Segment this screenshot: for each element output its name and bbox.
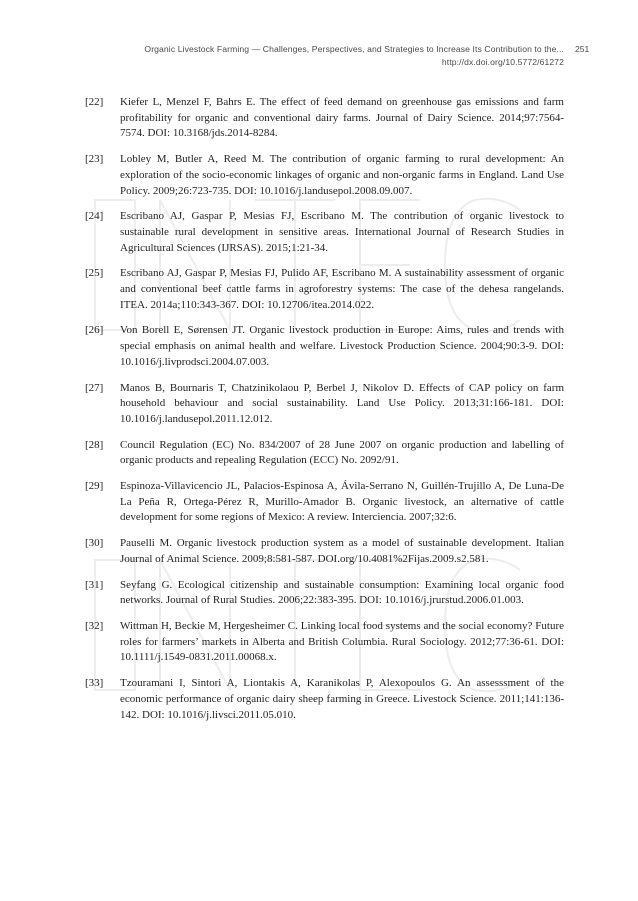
reference-item <box>85 266 564 313</box>
reference-number: [33] <box>85 677 104 690</box>
reference-text: Council Regulation (EC) No. 834/2007 of 28 June 2007 on organic production and labelling of organic products and repealing Regulation (ECC) No. 2092/91. <box>120 438 564 467</box>
reference-number: [28] <box>85 438 104 451</box>
doi-link[interactable]: http://dx.doi.org/10.5772/61272 <box>441 57 564 67</box>
reference-item <box>85 381 564 428</box>
reference-item <box>85 95 564 142</box>
reference-number: [22] <box>85 96 104 108</box>
reference-item <box>85 619 564 666</box>
reference-item <box>85 536 564 567</box>
page-number: 251 <box>575 44 590 54</box>
reference-number: [29] <box>85 480 104 493</box>
reference-number: [30] <box>85 537 104 550</box>
reference-text: Escribano AJ, Gaspar P, Mesias FJ, Escribano M. The contribution of organic livestock to sustainable rural development in sensitive areas. International Journal of Research Studies in Agricultural Sciences (IJRSAS). 2015;1:21-34. <box>120 210 564 254</box>
reference-text: Espinoza-Villavicencio JL, Palacios-Espinosa A, Ávila-Serrano N, Guillén-Trujillo A, De Luna-De La Peña R, Ortega-Pérez R, Murillo-Amador B. Organic livestock, an alternative of cattle development for some regions of Mexico: A review. Interciencia. 2007;32:6. <box>120 480 564 524</box>
reference-number: [26] <box>85 324 104 337</box>
reference-item <box>85 676 564 723</box>
reference-item <box>85 479 564 526</box>
reference-item <box>85 323 564 370</box>
running-title: Organic Livestock Farming — Challenges, Perspectives, and Strategies to Increase Its Contribution to the... <box>144 44 564 54</box>
reference-list <box>85 95 564 733</box>
reference-text: Pauselli M. Organic livestock production system as a model of sustainable development. Italian Journal of Animal Science. 2009;8:581-587. DOI.org/10.4081%2Fijas.2009.s2.581. <box>120 537 564 565</box>
reference-text: Von Borell E, Sørensen JT. Organic livestock production in Europe: Aims, rules and trends with special emphasis on animal health and welfare. Livestock Production Science. 2004;90:3-9. DOI: 10.1016/j.livprodsci.2004.07.003. <box>120 324 564 368</box>
reference-number: [32] <box>85 619 104 632</box>
running-header <box>80 43 564 69</box>
reference-text: Wittman H, Beckie M, Hergesheimer C. Linking local food systems and the social economy? Future roles for farmers’ markets in Alberta and British Columbia. Rural Sociology. 2012;77:36-61. DOI: 10.1111/j.1549-0831.2011.00068.x. <box>120 619 564 664</box>
reference-number: [25] <box>85 267 104 280</box>
reference-text: Lobley M, Butler A, Reed M. The contribution of organic farming to rural development: An exploration of the socio-economic linkages of organic and non-organic farms in England. Land Use Policy. 2009;26:723-735. DOI: 10.1016/j.landusepol.2008.09.007. <box>120 153 564 197</box>
reference-number: [31] <box>85 578 104 591</box>
reference-number: [24] <box>85 210 104 223</box>
reference-item <box>85 152 564 199</box>
reference-text: Tzouramani I, Sintori A, Liontakis A, Karanikolas P, Alexopoulos G. An assesssment of the economic performance of organic dairy sheep farming in Greece. Livestock Science. 2011;141:136-142. DOI: 10.1016/j.livsci.2011.05.010. <box>120 677 564 721</box>
reference-text: Seyfang G. Ecological citizenship and sustainable consumption: Examining local organic food networks. Journal of Rural Studies. 2006;22:383-395. DOI: 10.1016/j.jrurstud.2006.01.003. <box>120 578 564 607</box>
reference-item <box>85 438 564 469</box>
reference-number: [27] <box>85 381 104 394</box>
reference-text: Manos B, Bournaris T, Chatzinikolaou P, Berbel J, Nikolov D. Effects of CAP policy on farm household behaviour and social sustainability. Land Use Policy. 2013;31:166-181. DOI: 10.1016/j.landusepol.2011.12.012. <box>120 381 564 425</box>
reference-text: Escribano AJ, Gaspar P, Mesias FJ, Pulido AF, Escribano M. A sustainability assessment of organic and conventional beef cattle farms in agroforestry systems: The case of the dehesa rangelands. ITEA. 2014a;110:343-367. DOI: 10.12706/itea.2014.022. <box>120 267 564 311</box>
reference-number: [23] <box>85 153 104 166</box>
reference-text: Kiefer L, Menzel F, Bahrs E. The effect of feed demand on greenhouse gas emissions and farm profitability for organic and conventional dairy farms. Journal of Dairy Science. 2014;97:7564-7574. DOI: 10.3168/jds.2014-8284. <box>120 96 564 140</box>
reference-item <box>85 209 564 256</box>
reference-item <box>85 578 564 609</box>
